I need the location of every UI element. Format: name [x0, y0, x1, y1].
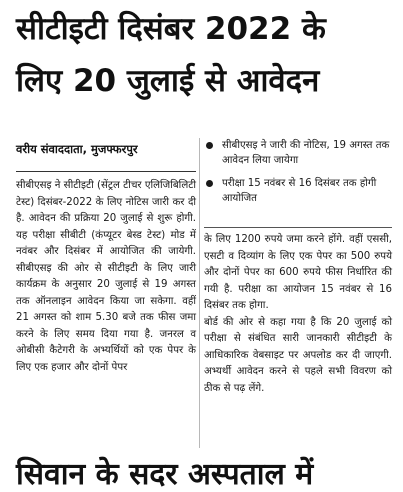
next-article-headline: [16, 457, 396, 492]
article-column-right: [204, 232, 392, 397]
headline-line-1: सीटीइटी दिसंबर 2022 के: [16, 11, 326, 47]
column-divider: [199, 138, 200, 448]
byline-rule: [16, 171, 196, 172]
highlights-divider: [204, 227, 392, 228]
article-paragraph: सीबीएसइ ने सीटीइटी (सेंट्रल टीचर एलिजिबिलिटी टेस्ट) दिसंबर-2022 के लिए नोटिस जारी कर दी है. आवेदन की प्रक्रिया 20 जुलाई से शुरू होगी. यह परीक्षा सीबीटी (कंप्यूटर बेस्ड टेस्ट) मोड में नवंबर और दिसंबर में आयोजित की जायेगी. सीबीएसइ की ओर से सीटीइटी के लिए जारी कार्यक्रम के अनुसार 20 जुलाई से 19 अगस्त तक ऑनलाइन आवेदन किया जा सकेगा. वहीं 21 अगस्त को शाम 5.30 बजे तक फीस जमा करने के लिए समय दिया गया है. जनरल व ओबीसी कैटेगरी के अभ्यर्थियों को एक पेपर के लिए एक हजार और दोनों पेपर: [16, 180, 196, 373]
highlight-text: सीबीएसइ ने जारी की नोटिस, 19 अगस्त तक आवेदन लिया जायेगा: [222, 140, 390, 166]
bullet-dot-icon: [206, 142, 213, 149]
bullet-dot-icon: [206, 180, 213, 187]
highlights-list: [204, 138, 394, 214]
next-article-headline-text: सिवान के सदर अस्पताल में: [16, 457, 314, 492]
article-column-left: [16, 178, 196, 376]
article-paragraph: बोर्ड की ओर से कहा गया है कि 20 जुलाई को परीक्षा से संबंधित सारी जानकारी सीटीइटी के आधिकारिक वेबसाइट पर अपलोड कर दी जाएगी. अभ्यर्थी आवेदन करने से पहले सभी विवरण को ठीक से पढ़ लेंगे.: [204, 316, 392, 394]
article-paragraph: के लिए 1200 रुपये जमा करने होंगे. वहीं एससी, एसटी व दिव्यांग के लिए एक पेपर का 500 रुपये और दोनों पेपर का 600 रुपये फीस निर्धारित की गयी है. परीक्षा का आयोजन 15 नवंबर से 16 दिसंबर तक होगा.: [204, 234, 392, 311]
headline-line-2: लिए 20 जुलाई से आवेदन: [16, 63, 320, 99]
highlight-item: [204, 176, 394, 206]
highlight-item: [204, 138, 394, 168]
byline: वरीय संवाददाता, मुजफ्फरपुर: [16, 142, 138, 156]
highlight-text: परीक्षा 15 नवंबर से 16 दिसंबर तक होगी आयोजित: [222, 178, 377, 204]
